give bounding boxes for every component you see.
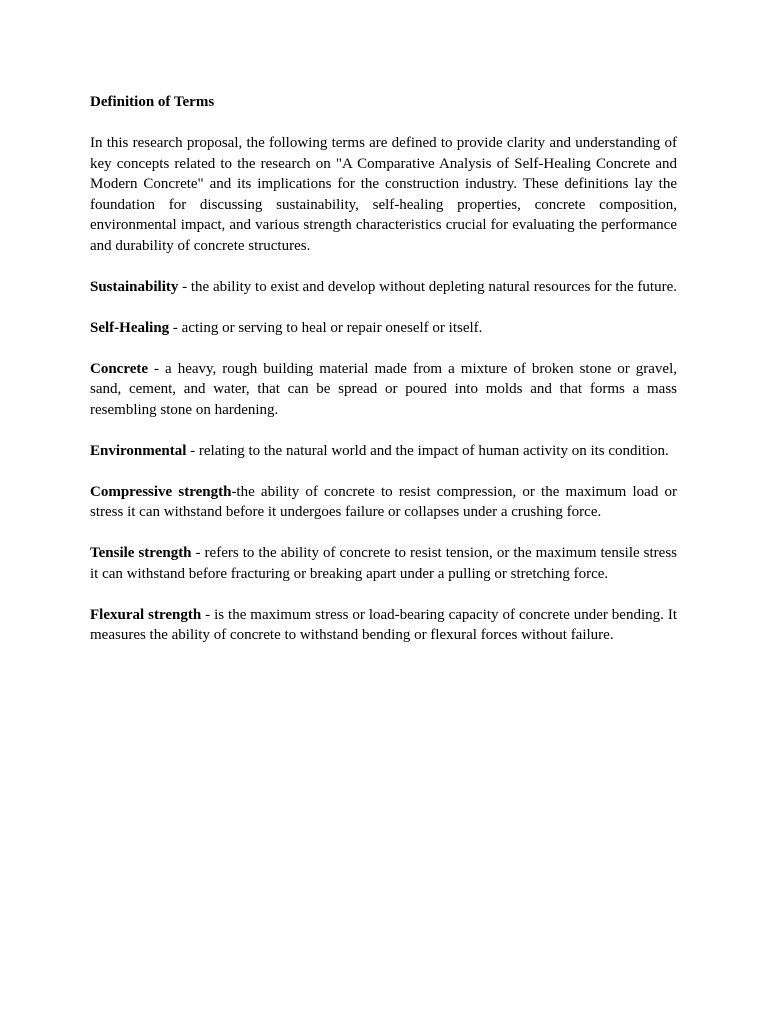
term-label: Tensile strength xyxy=(90,545,192,561)
term-flexural-strength xyxy=(90,605,677,646)
term-environmental xyxy=(90,441,677,462)
term-definition: - relating to the natural world and the impact of human activity on its condition. xyxy=(186,442,669,459)
term-definition: - refers to the ability of concrete to resist tension, or the maximum tensile stress it can withstand before fracturing or breaking apart under a pulling or stretching force. xyxy=(90,545,677,582)
term-label: Flexural strength xyxy=(90,606,202,623)
intro-paragraph: In this research proposal, the following terms are defined to provide clarity and understanding of key concepts related to the research on "A Comparative Analysis of Self-Healing Concrete and Modern Concrete" and its implications for the construction industry. These definitions lay the foundation for discussing sustainability, self-healing properties, concrete composition, environmental impact, and various strength characteristics crucial for evaluating the performance and durability of concrete structures. xyxy=(90,135,677,254)
term-label: Sustainability xyxy=(90,278,179,295)
term-label: Compressive strength xyxy=(90,483,232,500)
document-page xyxy=(90,92,677,666)
term-compressive-strength xyxy=(90,482,677,523)
term-tensile-strength xyxy=(90,543,677,584)
term-label: Environmental xyxy=(90,442,187,459)
term-label: Concrete xyxy=(90,360,149,377)
term-definition: - is the maximum stress or load-bearing capacity of concrete under bending. It measures the ability of concrete to withstand bending or flexural forces without failure. xyxy=(90,606,677,643)
term-sustainability xyxy=(90,277,677,298)
term-definition: - a heavy, rough building material made from a mixture of broken stone or gravel, sand, cement, and water, that can be spread or poured into molds and that forms a mass resembling stone on hardening. xyxy=(90,360,677,418)
term-label: Self-Healing xyxy=(90,319,170,336)
term-definition: - the ability to exist and develop without depleting natural resources for the future. xyxy=(178,278,677,295)
term-concrete xyxy=(90,359,677,421)
term-self-healing xyxy=(90,318,677,339)
section-heading: Definition of Terms xyxy=(90,94,215,110)
term-definition: - acting or serving to heal or repair oneself or itself. xyxy=(169,319,483,336)
term-definition: -the ability of concrete to resist compression, or the maximum load or stress it can withstand before it undergoes failure or collapses under a crushing force. xyxy=(90,483,677,520)
